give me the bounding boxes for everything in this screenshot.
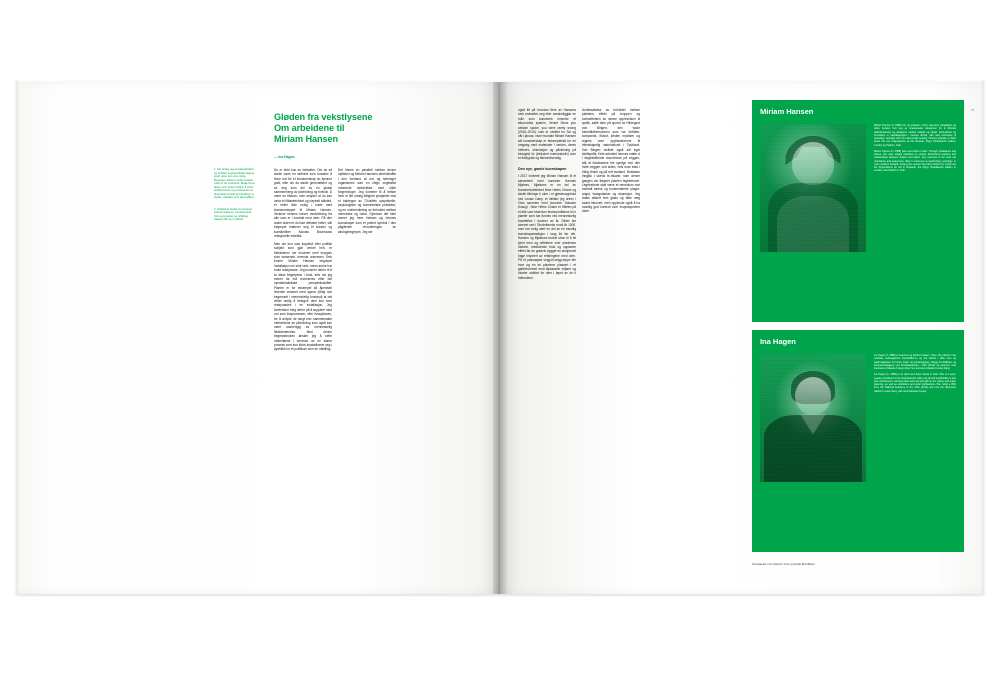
profile-name: Ina Hagen (760, 337, 796, 346)
portrait-ina-hagen-photo (760, 354, 866, 482)
section-subheading: Den nye, gamle kunnskapen (518, 166, 567, 171)
article-byline: — Ina Hagen (274, 155, 295, 159)
paragraph: også litt på hvordan flere av Hansens verk motsetter seg eller vanskeliggjør en rolle som kunstverk innenfor et økonomisk system. Verket Since you seldom spoke, you were rarely wrong (2018–2019), som er utviklet for Sol og vår i januar, viser hvordan Miriam Hansen sitt kunstnerskap er eksemplarisk for en omgang med materialer i verden, deres nettverk, sirkulasjon og påvirkning på biologisk liv (inkludert menneskeliv) som er tidstypisk og fidenzekvendig. (518, 108, 576, 161)
profile-bio (874, 124, 956, 176)
portrait-miriam-hansen-photo (760, 124, 866, 252)
article-title-line-1: Gløden fra vekstlysene (274, 112, 373, 122)
left-page-text-column-1 (274, 168, 332, 355)
footnotes-column (214, 168, 256, 230)
profile-panel-miriam-hansen (752, 100, 964, 322)
paragraph: I 2017 inviterte jeg Miriam Hansen til et samarbeid med kunstner Hannah Mjølnes, Mjølsnes er en del av kunstnerkollektivet Nine Herbs Charm og skulle tilbringe ti uker i et gjestesopphold ved Louise Dany, et initiativ jeg driver i Oslo sammen med kunstner Daisuke Kosugi . Nine Herbs Charm er tittelen på et dikt som beskriver bruksområdene til ni planter som har funnes ved menneskelig bosettelse i tusener av år. Diktet ble skrevet ned i Storbritannia rundt år 1000, men har trolig vært en del av en muntlig kunnskapstradisjon i lang tid før det. Hansen og Mjølsnes brukte uken til å bli kjent med og reflektere over plantenes historie, medisinske bruk og oppløvde effekt før de gradvis bygget en skulpturell hage inspirert av erfaringene med dem. På et passasjant vegg-til-vegg-teppe ble hver og en av plantene plassert i et gallerirommet med tilpassede miljøer og ritueler utviklet for dem i løpet av de ti månedene. (518, 174, 576, 280)
profile-bio-no: Ina Hagen (f. 1989) er kunstner og skribent basert i Oslo. Hun skriver i det nordiske nettmagasinet kunstkritikk.no og har bidratt i ulike nett- og papirmagasiner for kunst, kultur og byplanlegging i tillegg til utstillings- og kunstnerutdragene ved Kunstakademiet i Oslo (2014) og sammen med kunstneren Daisuke Kosugi driver hun kunstner-initiativet Louise Dany. (874, 354, 956, 370)
paragraph: Men om kun som kognitivt eller politisk subjekt som gjør verket helt, er betrakteren her involvert med kroppen som sansende, levende ortsvesen. Selv bruker Miriam Hansen begrepet installasjon om sine verk, mens andre har brukt readymade. Jeg kommer derfor til å ta disse begrepene i bruk, selv om jeg mener de må revurderes etter det nymaterialistiske perspektivskiftet. Planter er for eksempel så åpenbart levende vesener med agens (riktig nok begrenset i menneskelig forstand) at det virker urolig å betegne dem kun som readymades i en installasjon. Jeg foretrekker meg derfor på å supplere med ord som livsprosesser, eller livssyklusen, for å antyde de langt mer sammensatte nettverkene av påvirkning som også kan være uavhengig av menneskelig tilstedeværelse. Med denne begrepsbruken ønsker jeg å sette materialene i sentrum av en større prosess som kun tidvis krystalliserer seg i øyeblikk for et publikum som en utstilling. (274, 241, 332, 352)
article-header (274, 112, 394, 159)
article-title-line-3: Miriam Hansen (274, 134, 339, 144)
right-page-text-column-1 (518, 108, 576, 283)
open-magazine (18, 82, 982, 594)
spread-gutter (493, 82, 507, 594)
profile-bio-no: Miriam Hansen (f. 1988) bor og arbeider i Oslo. Gjennom installasjon og video beriører hun seg av israelsesatte situasjoner for å utforske adferdsmønstre og relasjoner mellom subjekt og objekt. Normativitet og bevissthet er naboflagrepper i hennes arbeid, ofte med referanser til psykologi, sosiologi eller mer økonomisk tenking. Hennes arbeider er blant annet vist ved Poppositions art fair, Brussel, Pippy Houldsworth Gallery, London og Podium, Oslo. (874, 124, 956, 147)
right-page (500, 82, 982, 594)
page-title (274, 112, 394, 145)
left-page (18, 82, 500, 594)
footnote-1: 1. Her tenker jeg at teaterdirektør og forfatter Auguste Buale begrep spørt retter ken vare nyttig. Begrepet refererer til den todelte rollen til de involverte: Buale finner faster, som bytter mellom å være publikummere og produsenter av dramatisk innhold og handling i et stykke, inkludert som skuespillere. (214, 168, 256, 199)
profile-bio-en: Ina Hagen (b. 1989) is an artist and writer based in Oslo. She is a semi-regular contributor to the Scandinavian online art journal kunstkritikk.no and has contributed to various online and print journals for art, culture and urban planning, as well as exhibitions and artist publications. She holds a BFA from the National Academy of Art, Oslo (2014) and runs the discursive platform Louise Dany, with artist Daisuke Kosugi. (874, 373, 956, 393)
footnote-2: 2. Kollektivet består av kunstner Hannah Kjøsnes, kunstner Erla Kim og kunstner og urfolkige Saswon Øh og ni planter. (214, 207, 253, 221)
profile-panel-ina-hagen (752, 330, 964, 552)
left-page-text-column-2 (338, 168, 396, 237)
paragraph: Du er eldri kun en betrakter. Om du så skulle være en skribent som forsøker å finne ord for et kunstnerskap du kjenner godt, eller om du skulle generalisere og se deg som del av en global sammenheng av påvirkning og forbruk. Å være en tilskuer, som antyder at du kan innta et tilbaketrukket og nøytralt ståsted, er heller ikke mulig i møte med kunstnerskapet til Miriam Hansen. Verkene hennes krever medvirkning fra alle som er i kontakt med dem. På den andre siden er du ikke deltaker heller, slik begrepet relaterer seg til kurator og kunstkritiker Nicolas Bourriauds relasjonelle estetikk. (274, 168, 332, 239)
right-page-edge (982, 80, 986, 596)
right-page-text-column-2 (582, 108, 640, 217)
collector-credit: Kunstsamler / Art collector: Knut og Cecilie Brundtland (752, 563, 815, 566)
paragraph: Undersøkelse av forholdet mellom plantens effekt på kroppen og oversettelsen av denne opplevelsen til språk, satte dem på sporet av Hildegard von Bingen, den tyske benediktinernonnen som var forfatter, komponist, filosof, kristen mystiker og regnes som opphavskvinne til vitenskapelig naturhistorie i Tyskland. Von Bingen utviklet også sitt eget skriftspråk. Hele arbeidet hennes malte vi i fargeskiftende duochrome på veggen, slik at bokstavene ble synlige mot den hvite veggen ved siden, hvis man etad i riktig vinkel og på rett avstand. Bveløsen inngikk i ukens te-ritualer, som denne gangen var tilegnet planten legebetonie. Legebetonie skal være et remedium mot mentalt stress og hodenelaterte plager: angst, tvangstanker og depresjon. Jeg drakk sikkert fem glass og følte meg svært introvert, men opplevde også å ha uvanlig god kontroll over inspirasjonene mine. (582, 108, 640, 214)
profile-name: Miriam Hansen (760, 107, 814, 116)
portrait-illustration (760, 354, 866, 482)
left-page-edge (14, 80, 18, 596)
article-title-line-2: Om arbeidene til (274, 123, 345, 133)
page-number: 77 (970, 108, 974, 112)
paragraph: Det finnes en parallell mellom denne optikken og Miriam Hansens arbeidsmåte i den forstand at ord og setninger organiseres som en elegx vegetativt voksende tankerekke med ulike forgreininger. Jeg kommer til å trekke frem et lite utvalg tidligere prosjekter mot et bakteppe av 70-tallets nysprituelle, psykologiske og kunstneriske praksiser, og en omformulering av forholdet mellom menneske og natur. Gjennom det hele mener jeg frem heksen og hennes kunnskaper som et potent symbol i den pågående revurderingen av økologibegrepet. Jeg ser (338, 168, 396, 234)
profile-bio-en: Miriam Hansen (b. 1988) lives and works in Oslo. Through installations and videos, she uses staged situations to explore behavioural patterns and relationships between subject and object. Key concepts in her work are normativity and awareness, often in reference to psychology, sociology, or more esoteric thought. Among the venues that have shown her works are the Poppositions art fair in Brussels, the Pippy Houldsworth Gallery in London, and Podium in Oslo. (874, 149, 956, 173)
portrait-illustration (760, 124, 866, 252)
profile-bio (874, 354, 956, 396)
